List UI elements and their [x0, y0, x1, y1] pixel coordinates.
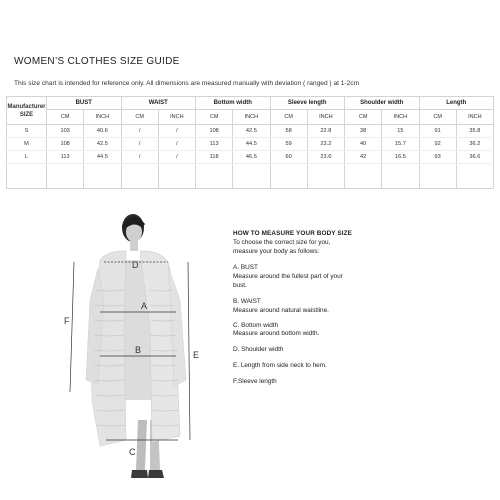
unit-cm: CM	[345, 110, 382, 125]
value-cell: 92	[419, 138, 456, 151]
empty-cell	[47, 164, 84, 189]
unit-inch: INCH	[84, 110, 121, 125]
page-title: WOMEN’S CLOTHES SIZE GUIDE	[14, 56, 180, 67]
sleeve-length-header: Sleeve length	[270, 97, 345, 110]
bottom-width-desc: Measure around bottom width.	[233, 330, 320, 337]
unit-inch: INCH	[158, 110, 195, 125]
bottom-width-title: C. Bottom width	[233, 322, 279, 329]
value-cell: 15.7	[382, 138, 419, 151]
value-cell: /	[158, 151, 195, 164]
value-cell: 46.5	[233, 151, 270, 164]
value-cell: 58	[270, 125, 307, 138]
value-cell: 44.5	[84, 151, 121, 164]
value-cell: 60	[270, 151, 307, 164]
measure-intro-line1: To choose the correct size for you,	[233, 239, 331, 246]
label-c: C	[129, 447, 136, 457]
value-cell: 44.5	[233, 138, 270, 151]
unit-inch: INCH	[456, 110, 493, 125]
shoulder-width-header: Shoulder width	[345, 97, 420, 110]
label-e: E	[193, 350, 200, 360]
empty-cell	[345, 164, 382, 189]
measure-instructions	[233, 229, 463, 386]
value-cell: 59	[270, 138, 307, 151]
value-cell: 16.5	[382, 151, 419, 164]
bust-title: A. BUST	[233, 264, 258, 271]
empty-cell	[84, 164, 121, 189]
empty-cell	[121, 164, 158, 189]
value-cell: 23.2	[307, 138, 344, 151]
label-f: F	[64, 316, 70, 326]
value-cell: 108	[47, 138, 84, 151]
size-cell: M	[7, 138, 47, 151]
empty-cell	[270, 164, 307, 189]
value-cell: 91	[419, 125, 456, 138]
value-cell: 93	[419, 151, 456, 164]
measurement-figure	[60, 205, 220, 490]
value-cell: /	[121, 125, 158, 138]
label-b: B	[135, 345, 142, 355]
table-row	[7, 125, 494, 138]
unit-cm: CM	[270, 110, 307, 125]
label-a: A	[141, 301, 148, 311]
unit-inch: INCH	[233, 110, 270, 125]
value-cell: 22.8	[307, 125, 344, 138]
size-chart-note: This size chart is intended for reference only. All dimensions are measured manually with deviation ( ranged ) at 1-2cm	[14, 80, 360, 87]
unit-cm: CM	[47, 110, 84, 125]
empty-cell	[419, 164, 456, 189]
empty-cell	[196, 164, 233, 189]
value-cell: 42.5	[84, 138, 121, 151]
unit-cm: CM	[121, 110, 158, 125]
value-cell: 23.6	[307, 151, 344, 164]
length-title: E. Length from side neck to hem.	[233, 362, 327, 369]
value-cell: 36.2	[456, 138, 493, 151]
size-cell: L	[7, 151, 47, 164]
waist-title: B. WAIST	[233, 298, 261, 305]
value-cell: 36.6	[456, 151, 493, 164]
unit-inch: INCH	[382, 110, 419, 125]
size-cell: S	[7, 125, 47, 138]
value-cell: 40.6	[84, 125, 121, 138]
value-cell: 42	[345, 151, 382, 164]
waist-header: WAIST	[121, 97, 196, 110]
label-d: D	[132, 260, 139, 270]
bust-header: BUST	[47, 97, 122, 110]
value-cell: 42.5	[233, 125, 270, 138]
measure-intro-line2: measure your body as follows:	[233, 248, 320, 255]
sleeve-length-title: F.Sleeve length	[233, 378, 277, 385]
size-table	[6, 96, 494, 189]
empty-cell	[307, 164, 344, 189]
measure-heading: HOW TO MEASURE YOUR BODY SIZE	[233, 230, 353, 237]
value-cell: 40	[345, 138, 382, 151]
unit-inch: INCH	[307, 110, 344, 125]
value-cell: 103	[47, 125, 84, 138]
value-cell: /	[158, 138, 195, 151]
unit-cm: CM	[196, 110, 233, 125]
empty-cell	[7, 164, 47, 189]
value-cell: 108	[196, 125, 233, 138]
empty-cell	[456, 164, 493, 189]
bust-desc-line2: bust.	[233, 282, 247, 289]
value-cell: 113	[196, 138, 233, 151]
length-header: Length	[419, 97, 494, 110]
unit-cm: CM	[419, 110, 456, 125]
bust-desc-line1: Measure around the fullest part of your	[233, 273, 343, 280]
value-cell: 35.8	[456, 125, 493, 138]
value-cell: /	[121, 151, 158, 164]
manufacturer-size-header: Manufacturer SIZE	[7, 97, 47, 125]
bottom-width-header: Bottom width	[196, 97, 271, 110]
empty-cell	[382, 164, 419, 189]
shoulder-width-title: D. Shoulder width	[233, 346, 284, 353]
waist-desc: Measure around natural waistline.	[233, 307, 329, 314]
empty-cell	[233, 164, 270, 189]
value-cell: /	[158, 125, 195, 138]
value-cell: /	[121, 138, 158, 151]
value-cell: 118	[196, 151, 233, 164]
empty-cell	[158, 164, 195, 189]
value-cell: 113	[47, 151, 84, 164]
table-row	[7, 151, 494, 164]
value-cell: 15	[382, 125, 419, 138]
table-row	[7, 138, 494, 151]
value-cell: 38	[345, 125, 382, 138]
